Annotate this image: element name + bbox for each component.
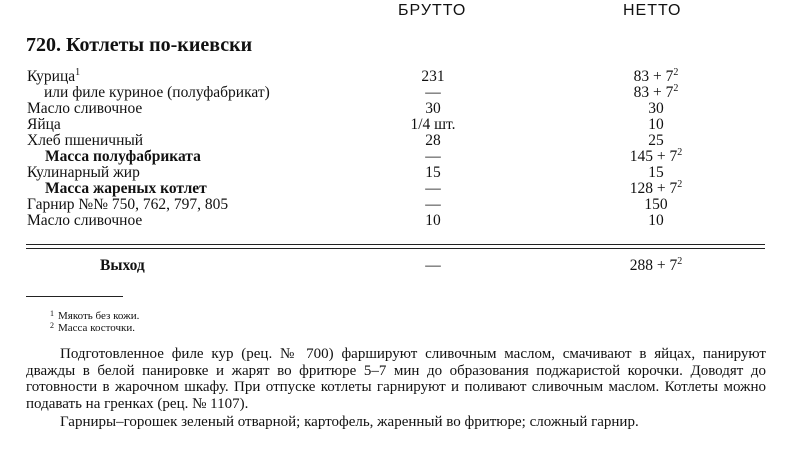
netto-value: 25 (648, 132, 664, 149)
netto-value: 150 (644, 196, 668, 213)
ingredient-name: Хлеб пшеничный (27, 132, 144, 149)
ingredient-name: Яйца (27, 116, 61, 133)
output-netto: $288 + 7^2$ (629, 256, 683, 274)
footnote-mark: 2 (50, 321, 54, 330)
garnish-paragraph: Гарниры–горошек зеленый отварной; картофель, жаренный во фритюре; сложный гарнир. (60, 414, 639, 430)
footnote-separator (26, 296, 123, 297)
brutto-value: 15 (425, 164, 441, 181)
table-divider (26, 248, 765, 249)
brutto-value: — (425, 148, 441, 165)
brutto-value: 10 (425, 212, 441, 229)
netto-value: $83 + 7^2$ (633, 67, 679, 85)
ingredient-row (0, 117, 800, 133)
ingredient-name: Масло сливочное (27, 212, 143, 229)
brutto-value: 231 (421, 68, 445, 85)
footnote-text: Масса косточки. (58, 322, 136, 334)
column-header-netto: НЕТТО (623, 2, 682, 19)
ingredient-row (0, 101, 800, 117)
subtotal-name: Масса полуфабриката (45, 148, 201, 165)
ingredient-row (0, 197, 800, 213)
ingredient-name: Масло сливочное (27, 100, 143, 117)
column-header-brutto: БРУТТО (398, 2, 467, 19)
brutto-value: 1/4 шт. (410, 116, 456, 133)
ingredient-name: или филе куриное (полуфабрикат) (44, 84, 270, 101)
netto-value: $128 + 7^2$ (629, 179, 683, 197)
subtotal-name: Масса жареных котлет (45, 180, 207, 197)
footnote (50, 320, 135, 334)
brutto-value: — (425, 84, 441, 101)
ingredient-name: Курица$^1$ (27, 67, 81, 85)
table-divider (26, 244, 765, 245)
brutto-value: 28 (425, 132, 441, 149)
ingredient-name: Гарнир №№ 750, 762, 797, 805 (27, 196, 229, 213)
ingredient-row (0, 85, 800, 101)
brutto-value: — (425, 196, 441, 213)
netto-value: 30 (648, 100, 664, 117)
output-brutto: — (425, 257, 441, 274)
subtotal-row (0, 181, 800, 197)
ingredient-row (0, 69, 800, 85)
netto-value: 10 (648, 212, 664, 229)
ingredient-row (0, 213, 800, 229)
netto-value: 15 (648, 164, 664, 181)
brutto-value: — (425, 180, 441, 197)
netto-value: 10 (648, 116, 664, 133)
output-label: Выход (100, 257, 145, 274)
output-row (0, 258, 800, 274)
recipe-title: 720. Котлеты по-киевски (26, 34, 253, 56)
footnote-mark: 1 (50, 309, 54, 318)
netto-value: $145 + 7^2$ (629, 147, 683, 165)
brutto-value: 30 (425, 100, 441, 117)
ingredient-name: Кулинарный жир (27, 164, 140, 181)
netto-value: $83 + 7^2$ (633, 83, 679, 101)
footnote-text: Мякоть без кожи. (58, 310, 140, 322)
subtotal-row (0, 149, 800, 165)
preparation-paragraph: Подготовленное филе кур (рец. № 700) фаршируют сливочным маслом, смачивают в яйцах, панируют дважды в белой панировке и жарят во фритюре 5–7 мин до образования поджаристой корочки. Доводят до готовности в жарочном шкафу. При отпуске котлеты гарнируют и поливают сливочным маслом. Котлеты можно подавать на гренках (рец. № 1107). (26, 346, 766, 412)
